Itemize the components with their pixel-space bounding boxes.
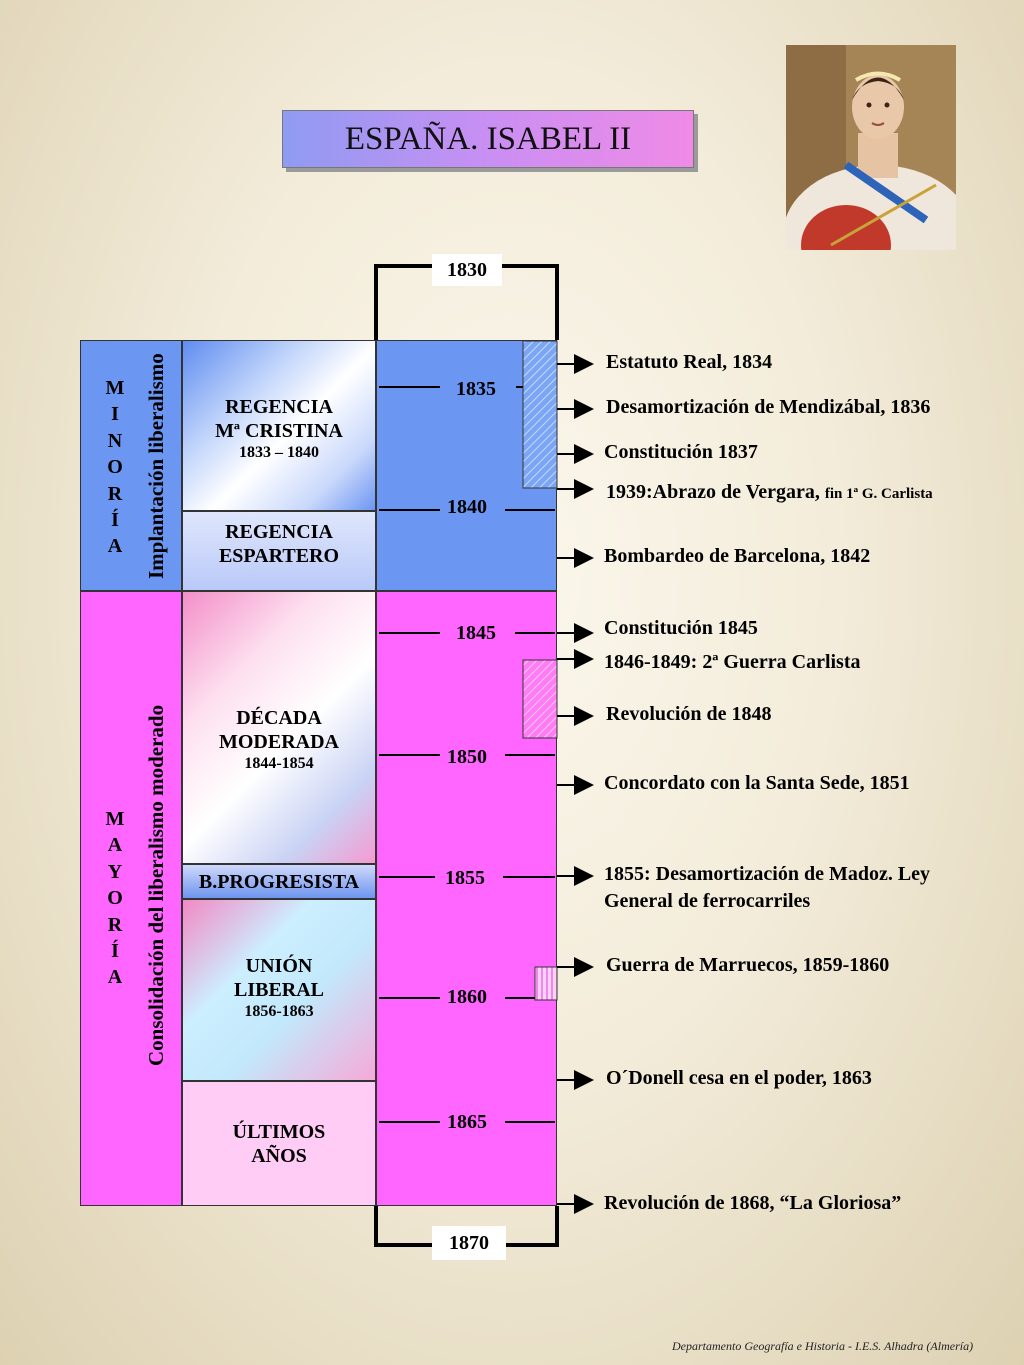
event-label [606,481,933,504]
period-title: LIBERAL [233,979,325,1001]
period-dates: 1844-1854 [244,755,314,772]
event-label: 1846-1849: 2ª Guerra Carlista [604,651,861,673]
second-carlist-war-icon [523,660,557,738]
period-title: REGENCIA [225,521,333,543]
event-label: Revolución de 1848 [606,703,772,725]
timeline-year: 1850 [447,746,487,768]
page-title-text: ESPAÑA. ISABEL II [344,120,632,157]
period-title: UNIÓN [245,955,313,977]
event-label: Constitución 1845 [604,617,758,639]
event-label: Constitución 1837 [604,441,758,463]
minoria-letter: Í [111,508,119,531]
end-year: 1870 [432,1226,506,1260]
start-year: 1830 [432,254,502,286]
event-label: Concordato con la Santa Sede, 1851 [604,772,910,794]
morocco-war-icon [535,967,557,1000]
event-label: 1855: Desamortización de Madoz. Ley [604,863,931,885]
period-title: DÉCADA [236,707,322,729]
minoria-letter: A [107,535,123,558]
period-title: AÑOS [251,1145,307,1167]
period-dates: 1833 – 1840 [239,444,319,461]
period-title: MODERADA [219,731,339,753]
mayoria-letter: Y [107,860,123,883]
mayoria-letter: Í [111,939,119,962]
timeline-year: 1865 [447,1111,487,1133]
minoria-label: Implantación liberalismo [144,353,168,579]
event-label: Revolución de 1868, “La Gloriosa” [604,1192,902,1214]
mayoria-letter: O [107,887,123,910]
event-label: Desamortización de Mendizábal, 1836 [606,396,931,418]
minoria-letter: I [111,403,119,426]
period-dates: 1856-1863 [244,1003,314,1020]
minoria-letter: O [107,456,123,479]
minoria-letter: N [107,429,123,452]
mayoria-label: Consolidación del liberalismo moderado [144,704,168,1066]
mayoria-letter: A [107,966,123,989]
mayoria-letter: A [107,834,123,857]
period-title: REGENCIA [225,396,333,418]
mayoria-letter: R [107,913,123,936]
timeline-year: 1845 [456,622,496,644]
timeline-year: 1840 [447,496,487,518]
timeline-year: 1855 [445,867,485,889]
event-label: Bombardeo de Barcelona, 1842 [604,545,871,567]
period-title: B.PROGRESISTA [198,871,360,893]
timeline-year: 1835 [456,378,496,400]
event-text: 1939:Abrazo de Vergara, [606,481,825,503]
period-title: ÚLTIMOS [232,1121,326,1143]
event-label: Guerra de Marruecos, 1859-1860 [606,954,890,976]
period-title: Mª CRISTINA [215,420,343,442]
minoria-letter: R [107,482,123,505]
timeline-year: 1860 [447,986,487,1008]
event-label: O´Donell cesa en el poder, 1863 [606,1067,872,1089]
first-carlist-war-icon [523,341,557,488]
footer-credit: Departamento Geografía e Historia - I.E.S. Alhadra (Almería) [672,1339,974,1353]
mayoria-letter: M [105,808,125,830]
event-label: Estatuto Real, 1834 [606,351,773,373]
period-title: ESPARTERO [218,545,340,567]
event-label: General de ferrocarriles [604,890,811,912]
minoria-letter: M [105,377,125,399]
event-note: fin 1ª G. Carlista [824,486,933,502]
